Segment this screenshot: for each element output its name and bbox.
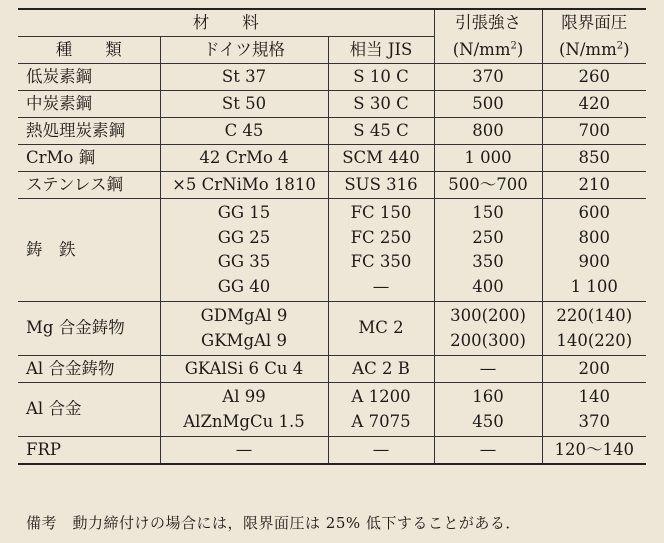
cell-din [160,118,328,145]
cell-value: FC 250 [350,227,412,247]
cell-value: 850 [578,148,611,167]
cell-jis [328,383,434,437]
cell-jis [328,356,434,383]
cell-type: 中炭素鋼 [18,91,160,118]
cell-value: St 37 [221,67,267,86]
cell-value: Al 99 [222,387,266,406]
cell-value: GG 15 [217,203,271,222]
cell-value: 1 100 [570,276,618,296]
cell-value: A 7075 [351,411,411,431]
cell-value: GG 35 [217,252,271,271]
cell-value: MC 2 [358,318,404,338]
cell-jis [328,118,434,145]
table-row [18,383,646,437]
cell-limit [542,172,646,199]
cell-limit [542,356,646,383]
table-row [18,302,646,356]
cell-din [160,437,328,465]
cell-din [160,145,328,172]
cell-value: AlZnMgCu 1.5 [183,411,305,431]
table-row [18,64,646,91]
table-header [18,9,646,64]
cell-type: ステンレス鋼 [18,172,160,199]
cell-value: ×5 CrNiMo 1810 [172,175,316,194]
cell-limit [542,199,646,302]
cell-value: 1 000 [464,148,512,167]
table-row [18,145,646,172]
cell-value: GG 25 [217,227,271,247]
cell-value: 500 [472,94,504,113]
cell-tensile [434,91,542,118]
cell-value: FC 150 [350,203,412,222]
cell-limit [542,64,646,91]
cell-value: 370 [578,411,611,431]
cell-value: 400 [472,276,504,296]
cell-value: 370 [472,67,504,86]
cell-value: GKMgAl 9 [201,330,287,350]
cell-type: Mg 合金鋳物 [18,302,160,356]
header-material-group: 材 料 [192,13,259,32]
cell-value: GKAlSi 6 Cu 4 [184,359,304,378]
table-row [18,172,646,199]
cell-value: — [235,440,253,459]
cell-type: 鋳 鉄 [18,199,160,302]
cell-limit [542,437,646,465]
cell-din [160,172,328,199]
cell-value: 800 [472,121,504,140]
cell-type: FRP [18,437,160,465]
cell-jis [328,64,434,91]
cell-din [160,64,328,91]
cell-value: 260 [578,67,611,86]
cell-value: 210 [578,175,611,194]
cell-type: Al 合金鋳物 [18,356,160,383]
cell-din [160,302,328,356]
cell-value: A 1200 [351,387,411,406]
table-row [18,91,646,118]
cell-value: — [479,440,497,459]
cell-value: 900 [578,252,611,271]
cell-value: 160 [472,387,504,406]
cell-tensile [434,172,542,199]
cell-value: 120〜140 [554,440,635,459]
cell-limit [542,302,646,356]
cell-value: 140(220) [556,330,633,350]
header-tensile-unit: $(N/mm^2)$ [434,37,542,64]
material-table [18,8,646,465]
table-note: 備考 動力締付けの場合には，限界面圧は 25% 低下することがある． [26,514,521,532]
cell-value: C 45 [224,121,264,140]
cell-value: 500〜700 [448,175,528,194]
cell-value: 250 [472,227,504,247]
cell-value: 800 [578,227,611,247]
cell-value: S 30 C [353,94,409,113]
cell-limit [542,383,646,437]
cell-value: — [479,359,497,378]
cell-tensile [434,118,542,145]
cell-jis [328,172,434,199]
cell-tensile [434,302,542,356]
cell-tensile [434,437,542,465]
cell-tensile [434,199,542,302]
cell-jis [328,199,434,302]
cell-value: 700 [578,121,611,140]
cell-value: 42 CrMo 4 [199,148,289,167]
cell-jis [328,437,434,465]
cell-value: AC 2 B [352,359,410,378]
cell-jis [328,302,434,356]
cell-value: 220(140) [556,306,633,325]
cell-type: CrMo 鋼 [18,145,160,172]
cell-value: 200 [578,359,611,378]
cell-value: GG 40 [217,276,271,296]
cell-limit [542,145,646,172]
cell-limit [542,118,646,145]
cell-value: 140 [578,387,611,406]
cell-value: — [372,276,390,296]
cell-value: 600 [578,203,611,222]
table-row [18,199,646,302]
cell-value: SCM 440 [342,148,420,167]
cell-value: S 10 C [353,67,409,86]
cell-value: 420 [578,94,611,113]
cell-value: 450 [472,411,504,431]
cell-tensile [434,383,542,437]
header-limit: 限界面圧 [542,9,646,37]
cell-value: S 45 C [353,121,409,140]
cell-tensile [434,145,542,172]
header-tensile: 引張強さ [434,9,542,37]
table-row [18,356,646,383]
header-din: ドイツ規格 [160,37,328,64]
cell-din [160,199,328,302]
table-row [18,437,646,465]
header-type: 種 類 [18,37,160,64]
cell-value: St 50 [221,94,267,113]
cell-type: Al 合金 [18,383,160,437]
cell-value: 200(300) [450,330,526,350]
cell-type: 熱処理炭素鋼 [18,118,160,145]
cell-din [160,356,328,383]
cell-tensile [434,356,542,383]
cell-value: FC 350 [350,252,412,271]
cell-jis [328,145,434,172]
cell-value: 150 [472,203,504,222]
table-row [18,118,646,145]
table-body [18,64,646,465]
cell-din [160,91,328,118]
cell-value: GDMgAl 9 [200,306,288,325]
header-limit-unit: $(N/mm^2)$ [542,37,646,64]
cell-din [160,383,328,437]
cell-value: SUS 316 [344,175,418,194]
cell-tensile [434,64,542,91]
cell-value: 300(200) [450,306,526,325]
cell-type: 低炭素鋼 [18,64,160,91]
cell-jis [328,91,434,118]
header-jis: 相当 JIS [328,37,434,64]
cell-limit [542,91,646,118]
cell-value: 350 [472,252,504,271]
cell-value: — [372,440,390,459]
